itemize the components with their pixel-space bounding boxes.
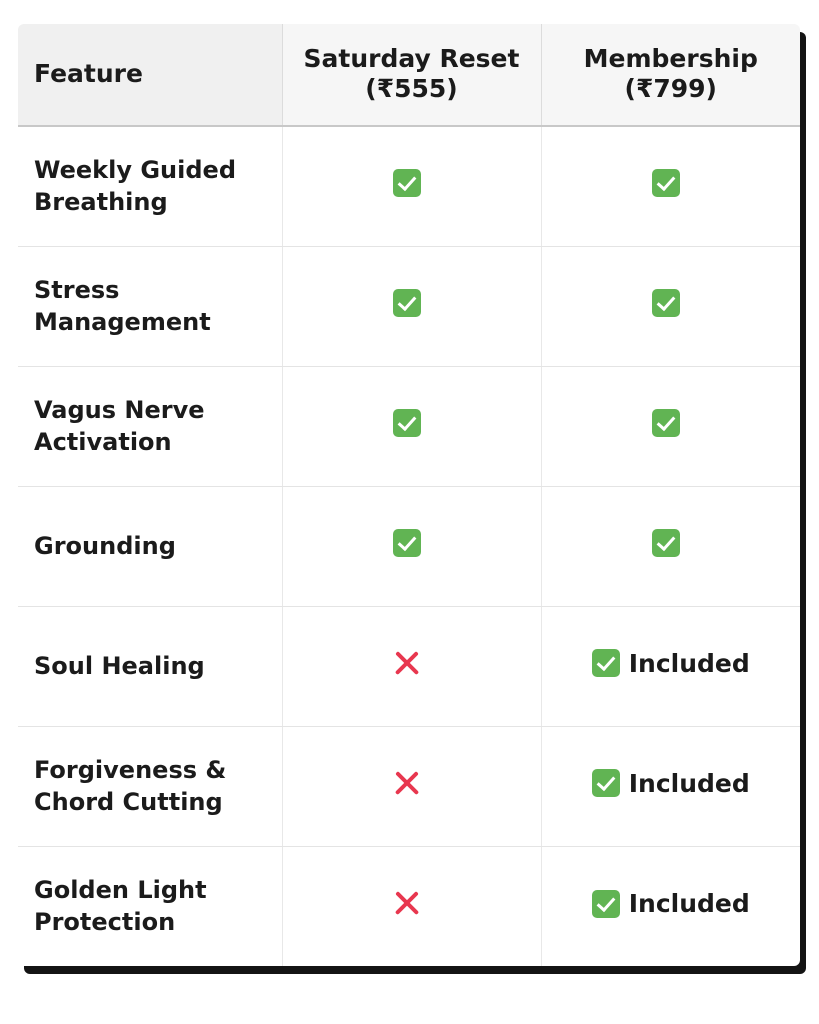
- check-icon: [652, 169, 680, 197]
- column-header-membership-price: (₹799): [624, 73, 717, 103]
- column-header-feature-label: Feature: [34, 58, 143, 88]
- cell-label: Included: [628, 768, 750, 798]
- column-header-saturday-reset-price: (₹555): [365, 73, 458, 103]
- table-row: [18, 606, 800, 726]
- cell-membership: [541, 846, 800, 966]
- cross-icon: [390, 646, 424, 680]
- check-icon: [652, 409, 680, 437]
- table-body: [18, 126, 800, 966]
- feature-name: Soul Healing: [18, 606, 282, 726]
- cross-icon: [390, 886, 424, 920]
- column-header-membership: [541, 24, 800, 126]
- table-header: [18, 24, 800, 126]
- table-row: [18, 846, 800, 966]
- cell-saturday-reset: [282, 246, 541, 366]
- cell-membership: [541, 246, 800, 366]
- table-row: [18, 726, 800, 846]
- feature-name: Forgiveness & Chord Cutting: [18, 726, 282, 846]
- column-header-saturday-reset-label: Saturday Reset: [303, 44, 520, 73]
- table-row: [18, 126, 800, 246]
- feature-name: Grounding: [18, 486, 282, 606]
- table-row: [18, 246, 800, 366]
- column-header-feature: [18, 24, 282, 126]
- plan-comparison-table: [18, 24, 800, 966]
- feature-name: Vagus Nerve Activation: [18, 366, 282, 486]
- cell-membership: [541, 726, 800, 846]
- cell-membership: [541, 486, 800, 606]
- comparison-table-card: [18, 24, 800, 966]
- cell-membership: [541, 366, 800, 486]
- check-icon: [652, 289, 680, 317]
- feature-name: Golden Light Protection: [18, 846, 282, 966]
- cell-saturday-reset: [282, 846, 541, 966]
- table-row: [18, 486, 800, 606]
- cell-saturday-reset: [282, 366, 541, 486]
- check-icon: [393, 289, 421, 317]
- cell-saturday-reset: [282, 726, 541, 846]
- cell-label: Included: [628, 648, 750, 678]
- cell-membership: [541, 126, 800, 246]
- cell-saturday-reset: [282, 606, 541, 726]
- column-header-membership-label: Membership: [583, 44, 758, 73]
- cell-saturday-reset: [282, 126, 541, 246]
- check-icon: [393, 409, 421, 437]
- cell-label: Included: [628, 889, 750, 918]
- check-icon: [652, 529, 680, 557]
- check-icon: [592, 890, 620, 918]
- column-header-saturday-reset: [282, 24, 541, 126]
- check-icon: [592, 769, 620, 797]
- header-row: [18, 24, 800, 126]
- check-icon: [393, 529, 421, 557]
- table-row: [18, 366, 800, 486]
- check-icon: [592, 649, 620, 677]
- cell-saturday-reset: [282, 486, 541, 606]
- feature-name: Stress Management: [18, 246, 282, 366]
- check-icon: [393, 169, 421, 197]
- cell-membership: [541, 606, 800, 726]
- cross-icon: [390, 766, 424, 800]
- feature-name: Weekly Guided Breathing: [18, 126, 282, 246]
